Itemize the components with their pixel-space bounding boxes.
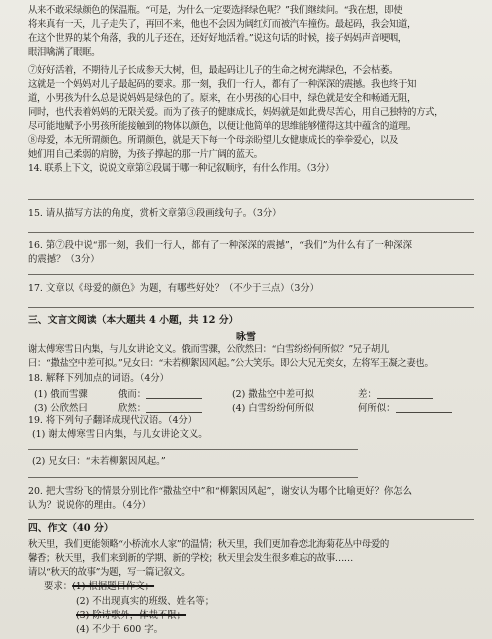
composition-prompt: 请以“秋天的故事”为题，写一篇记叙文。 — [28, 567, 191, 578]
classical-text: 谢太傅寒雪日内集，与儿女讲论文义。俄而雪骤，公欣然曰：“白雪纷纷何所似？”兄子胡儿 — [28, 344, 389, 355]
passage-line: ⑧母爱，本无所谓颜色。所谓颜色，就是天下每一个母亲盼望儿女健康成长的拳拳爱心，以及 — [28, 135, 399, 146]
q18-item: (2) 撒盐空中差可拟 — [232, 389, 314, 400]
q18-item-word: 差： — [358, 386, 433, 400]
answer-line[interactable] — [28, 449, 358, 450]
question-20: 20. 把大雪纷飞的情景分别比作“撒盐空中”和“柳絮因风起”，谢安认为哪个比喻更好？你怎么 — [28, 486, 412, 497]
question-19: 19. 将下列句子翻译成现代汉语。（4分） — [28, 415, 198, 426]
section-3-heading: 三、文言文阅读（本大题共 4 小题，共 12 分） — [28, 315, 239, 326]
passage-line: 她们用自己柔弱的肩膀，为孩子撑起的那一片广阔的蓝天。 — [28, 149, 263, 160]
section-4-heading: 四、作文（40 分） — [28, 523, 114, 534]
passage-line: 在这个世界的某个角落，我的儿子还在，还好好地活着。”说这句话的时候，接子妈妈声音哽咽， — [28, 33, 407, 44]
requirement-item: (3) 除诗歌外，体裁不限； — [76, 610, 187, 621]
passage-line: 14. 联系上下文，说说文章第②段属于哪一种记叙顺序，有什么作用。（3分） — [28, 163, 335, 174]
q19-sentence: (2) 兄女曰：“未若柳絮因风起。” — [32, 456, 166, 467]
answer-line[interactable] — [28, 274, 474, 275]
composition-prompt: 馨香；秋天里，我们来到新的学期、新的学校；秋天里会发生很多难忘的故事…… — [28, 553, 353, 564]
q18-item-word: 俄而： — [118, 386, 202, 400]
classical-title: 咏雪 — [236, 332, 256, 343]
question-18: 18. 解释下列加点的词语。（4分） — [28, 373, 170, 384]
passage-line: 这就是一个妈妈对儿子最起码的要求。那一刻，我们一行人，都有了一种深深的震撼。我也终于知 — [28, 79, 417, 90]
passage-line: 道，小男孩为什么总是说妈妈是绿色的了。原来，在小男孩的心目中，绿色就是安全和畅通无阻， — [28, 93, 417, 104]
q18-item: (3) 公欣然曰 — [34, 403, 88, 414]
question-15: 15. 请从描写方法的角度，赏析文章第③段画线句子。（3分） — [28, 208, 282, 219]
question-16: 16. 第⑦段中说“那一刻，我们一行人，都有了一种深深的震撼”，“我们”为什么有了一种深深 — [28, 240, 412, 251]
passage-line: 尽可能地赋予小男孩所能接触到的物体以颜色，以便让他简单的思维能够懂得这其中蕴含的道理。 — [28, 121, 417, 132]
passage-line: ⑦好好活着，不期待儿子长成参天大树，但，最起码让儿子的生命之树充满绿色，不会枯萎。 — [28, 65, 399, 76]
answer-line[interactable] — [28, 199, 474, 200]
passage-line: 从来不敢采绿颜色的保温瓶。“可是，为什么一定要选择绿色呢？”我们继续问。“我在想，即使 — [28, 5, 403, 16]
question-17: 17. 文章以《母爱的颜色》为题，有哪些好处？（不少于三点）（3分） — [28, 283, 320, 294]
q18-item: (1) 俄而雪骤 — [34, 389, 88, 400]
answer-line[interactable] — [28, 232, 474, 233]
q18-item-word: 何所似： — [358, 400, 452, 414]
question-20-cont: 认为？说说你的理由。（4分） — [28, 500, 152, 511]
q18-item: (4) 白雪纷纷何所似 — [232, 403, 314, 414]
passage-line: 将来真有一天，儿子走失了，再回不来，他也不会因为阔红灯而被汽车撞伤。最起码，我会知道， — [28, 19, 417, 30]
question-16-cont: 的震撼？（3分） — [28, 254, 100, 265]
requirement-item: (4) 不少于 600 字。 — [76, 624, 163, 635]
requirement-item: (2) 不出现真实的班级、姓名等； — [76, 596, 215, 607]
classical-text: 曰：“撒盐空中差可拟。”兄女曰：“未若柳絮因风起。”公大笑乐。即公大兄无奕女，左将军王凝之妻也。 — [28, 358, 434, 369]
passage-line: 同时，也代表着妈妈的无限关爱。而为了孩子的健康成长，妈妈就是如此费尽苦心，用自己独特的方式， — [28, 107, 444, 118]
composition-prompt: 秋天里，我们更能领略“小桥流水人家”的温情；秋天里，我们更加眷恋北海菊花丛中母爱的 — [28, 539, 389, 550]
answer-line[interactable] — [28, 307, 474, 308]
q18-item-word: 欣然： — [118, 400, 202, 414]
q19-sentence: (1) 谢太傅寒雪日内集，与儿女讲论文义。 — [32, 429, 208, 440]
passage-line: 眼泪噙满了眼眶。 — [28, 47, 101, 58]
requirements-label: 要求：(1) 根据题目作文； — [44, 581, 155, 592]
answer-line[interactable] — [28, 519, 474, 520]
answer-line[interactable] — [28, 477, 358, 478]
